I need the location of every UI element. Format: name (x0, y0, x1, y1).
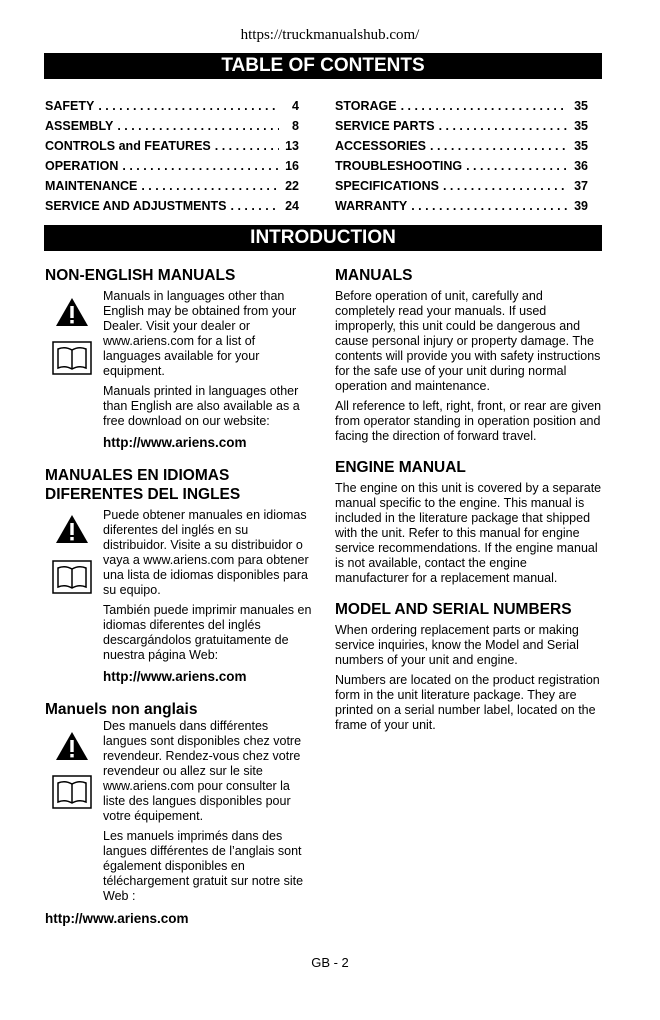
paragraph: Numbers are located on the product registration form in the unit literature package. They are printed on a serial number label, located on the frame of your unit. (335, 673, 600, 732)
toc-entry[interactable]: SPECIFICATIONS . . . 37 (335, 176, 588, 196)
toc-right-column (335, 96, 588, 216)
paragraph: Before operation of unit, carefully and completely read your manuals. If used improperly, this unit could be dangerous and cause personal injury or property damage. The contents will provide you with safety instructions for the safe use of your unit during normal operation and maintenance. (335, 289, 601, 393)
intro-right-column (335, 266, 603, 738)
toc-entry[interactable]: ACCESSORIES . . . 35 (335, 136, 588, 156)
read-manual-icon (52, 560, 92, 594)
warning-icon (55, 731, 89, 761)
toc-entry[interactable]: CONTROLS and FEATURES . . . 13 (45, 136, 299, 156)
toc-entry[interactable]: ASSEMBLY . . . 8 (45, 116, 299, 136)
toc-entry[interactable]: MAINTENANCE . . . 22 (45, 176, 299, 196)
non-english-block (45, 289, 315, 460)
read-manual-icon (52, 341, 92, 375)
website-link[interactable]: http://www.ariens.com (45, 911, 189, 926)
paragraph: Manuals printed in languages other than English are also available as a free download on our website: (103, 384, 300, 428)
paragraph: Manuals in languages other than English may be obtained from your Dealer. Visit your dealer or www.ariens.com for a list of languages available for your equipment. (103, 289, 297, 378)
website-link[interactable]: http://www.ariens.com (103, 435, 247, 450)
spanish-heading: MANUALES EN IDIOMAS DIFERENTES DEL INGLES (45, 467, 241, 503)
engine-manual-heading: ENGINE MANUAL (335, 459, 466, 476)
page-number: GB - 2 (311, 955, 349, 970)
warning-icon (55, 514, 89, 544)
non-english-heading: NON-ENGLISH MANUALS (45, 267, 236, 284)
french-block (45, 719, 315, 909)
toc-entry[interactable]: SAFETY . . . 4 (45, 96, 299, 116)
model-serial-heading: MODEL AND SERIAL NUMBERS (335, 601, 572, 618)
paragraph: También puede imprimir manuales en idiomas diferentes del inglés descargándolos gratuitamente de nuestra página Web: (103, 603, 312, 662)
paragraph: Les manuels imprimés dans des langues différentes de l’anglais sont également disponibles en téléchargement gratuit sur notre site Web : (103, 829, 304, 903)
paragraph: When ordering replacement parts or making service inquiries, know the Model and Serial numbers of your unit and engine. (335, 623, 579, 667)
intro-left-column (45, 266, 315, 936)
paragraph: All reference to left, right, front, or rear are given from operator standing in operation position and facing the direction of forward travel. (335, 399, 602, 443)
french-heading: Manuels non anglais (45, 701, 198, 718)
website-link[interactable]: http://www.ariens.com (103, 669, 247, 684)
read-manual-icon (52, 775, 92, 809)
toc-entry[interactable]: STORAGE . . . 35 (335, 96, 588, 116)
toc-entry[interactable]: WARRANTY . . . 39 (335, 196, 588, 216)
paragraph: Puede obtener manuales en idiomas diferentes del inglés en su distribuidor. Visite a su distribuidor o vaya a www.ariens.com para obtener una lista de idiomas disponibles para su equipo. (103, 508, 309, 597)
toc-entry[interactable]: SERVICE AND ADJUSTMENTS . . . 24 (45, 196, 299, 216)
source-url: https://truckmanualshub.com/ (240, 27, 420, 43)
introduction-title: INTRODUCTION (44, 225, 602, 251)
warning-icon (55, 297, 89, 327)
spanish-block (45, 508, 315, 694)
paragraph: The engine on this unit is covered by a separate manual specific to the engine. This manual is included in the literature package that shipped with the unit. Refer to this manual for engine service recommendations. If the engine manual is not available, contact the engine manufacturer for a replacement manual. (335, 481, 602, 585)
manuals-heading: MANUALS (335, 267, 413, 284)
toc-entry[interactable]: SERVICE PARTS . . . 35 (335, 116, 588, 136)
toc-left-column (45, 96, 299, 216)
toc-entry[interactable]: OPERATION . . . 16 (45, 156, 299, 176)
paragraph: Des manuels dans différentes langues sont disponibles chez votre revendeur. Rendez-vous chez votre revendeur ou allez sur le site www.ariens.com pour consulter la liste des langues disponibles pour votre équipement. (103, 719, 302, 823)
toc-entry[interactable]: TROUBLESHOOTING . . . 36 (335, 156, 588, 176)
toc-title: TABLE OF CONTENTS (44, 53, 602, 79)
